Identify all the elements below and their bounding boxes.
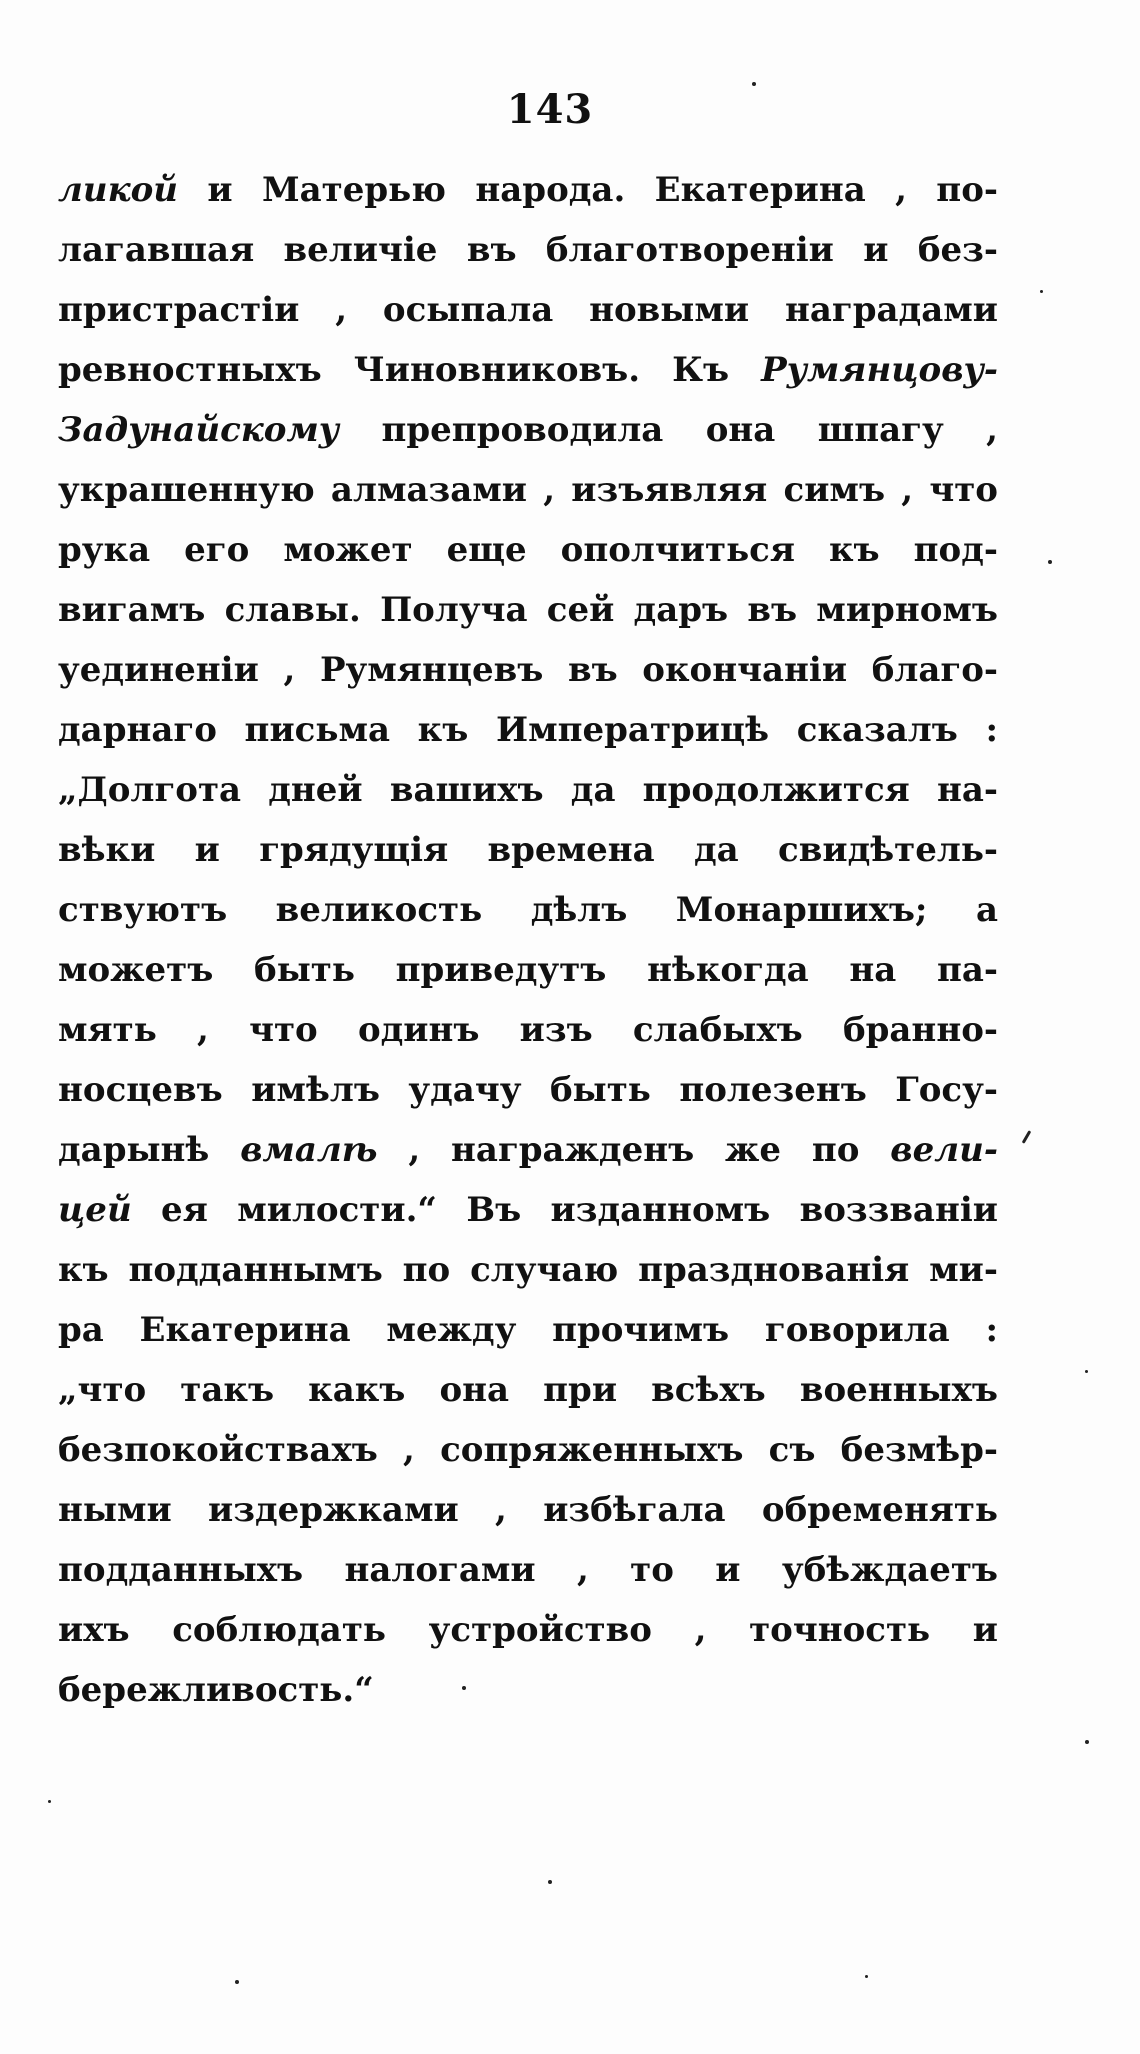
- text-line: [58, 580, 998, 640]
- text-line: [58, 1540, 998, 1600]
- text-segment: можетъ быть приведутъ нѣкогда на па-: [58, 950, 998, 990]
- text-line: [58, 640, 998, 700]
- text-segment: подданныхъ налогами , то и убѣждаетъ: [58, 1550, 998, 1590]
- text-segment: ихъ соблюдать устройство , точность и: [58, 1610, 998, 1650]
- text-line: [58, 340, 998, 400]
- italic-text-segment: ликой: [58, 170, 179, 210]
- text-line: [58, 1000, 998, 1060]
- text-segment: бережливость.“: [58, 1670, 374, 1710]
- text-segment: безпокойствахъ , сопряженныхъ съ безмѣр-: [58, 1430, 998, 1470]
- text-line: [58, 1420, 998, 1480]
- scan-speck: [48, 1800, 51, 1803]
- text-segment: ра Екатерина между прочимъ говорила :: [58, 1310, 998, 1350]
- text-line: [58, 760, 998, 820]
- text-line: [58, 1360, 998, 1420]
- text-segment: и Матерью народа. Екатерина , по-: [178, 170, 998, 210]
- scan-speck: [548, 1880, 552, 1884]
- text-segment: лагавшая величіе въ благотвореніи и без-: [58, 230, 998, 270]
- text-segment: ными издержками , избѣгала обременять: [58, 1490, 998, 1530]
- text-segment: рука его может еще ополчиться къ под-: [58, 530, 998, 570]
- scan-speck: [235, 1980, 239, 1984]
- text-line: [58, 160, 998, 220]
- text-segment: дарнаго письма къ Императрицѣ сказалъ :: [58, 710, 998, 750]
- text-line: [58, 1600, 998, 1660]
- text-segment: къ подданнымъ по случаю празднованія ми-: [58, 1250, 998, 1290]
- body-text: [58, 160, 998, 1720]
- text-segment: препроводила она шпагу ,: [339, 410, 998, 450]
- text-segment: вигамъ славы. Получа сей даръ въ мирномъ: [58, 590, 998, 630]
- text-segment: вѣки и грядущія времена да свидѣтель-: [58, 830, 998, 870]
- text-line: [58, 1300, 998, 1360]
- text-line: [58, 940, 998, 1000]
- text-segment: ревностныхъ Чиновниковъ. Къ: [58, 350, 762, 390]
- scan-speck: [1085, 1370, 1088, 1373]
- scan-speck: [1048, 560, 1052, 564]
- text-segment: мять , что одинъ изъ слабыхъ бранно-: [58, 1010, 998, 1050]
- text-line: [58, 1660, 998, 1720]
- text-segment: , награжденъ же по: [377, 1130, 891, 1170]
- text-line: [58, 1480, 998, 1540]
- text-line: [58, 700, 998, 760]
- text-line: [58, 820, 998, 880]
- scan-speck: [865, 1975, 868, 1978]
- text-line: [58, 1120, 998, 1180]
- text-line: [58, 1180, 998, 1240]
- scan-speck: [752, 82, 756, 86]
- italic-text-segment: цей: [58, 1190, 132, 1230]
- text-segment: уединеніи , Румянцевъ въ окончаніи благо-: [58, 650, 998, 690]
- text-segment: ея милости.“ Въ изданномъ воззваніи: [131, 1190, 998, 1230]
- scan-speck: [1085, 1740, 1089, 1744]
- text-line: [58, 400, 998, 460]
- text-line: [58, 220, 998, 280]
- text-line: [58, 280, 998, 340]
- text-segment: дарынѣ: [58, 1130, 241, 1170]
- text-line: [58, 1060, 998, 1120]
- text-line: [58, 1240, 998, 1300]
- italic-text-segment: вмалѣ: [240, 1130, 378, 1170]
- scan-speck: [1022, 1130, 1032, 1144]
- text-segment: „что такъ какъ она при всѣхъ военныхъ: [58, 1370, 998, 1410]
- scan-speck: [462, 1686, 466, 1690]
- text-segment: украшенную алмазами , изъявляя симъ , что: [58, 470, 998, 510]
- italic-text-segment: Румянцову-: [761, 350, 998, 390]
- text-line: [58, 460, 998, 520]
- text-segment: пристрастіи , осыпала новыми наградами: [58, 290, 998, 330]
- text-segment: „Долгота дней вашихъ да продолжится на-: [58, 770, 998, 810]
- page-number: 143: [506, 86, 594, 133]
- text-segment: носцевъ имѣлъ удачу быть полезенъ Госу-: [58, 1070, 998, 1110]
- text-segment: ствуютъ великость дѣлъ Монаршихъ; а: [58, 890, 998, 930]
- text-line: [58, 880, 998, 940]
- scan-speck: [1040, 290, 1043, 293]
- italic-text-segment: вели-: [890, 1130, 998, 1170]
- italic-text-segment: Задунайскому: [58, 410, 340, 450]
- text-line: [58, 520, 998, 580]
